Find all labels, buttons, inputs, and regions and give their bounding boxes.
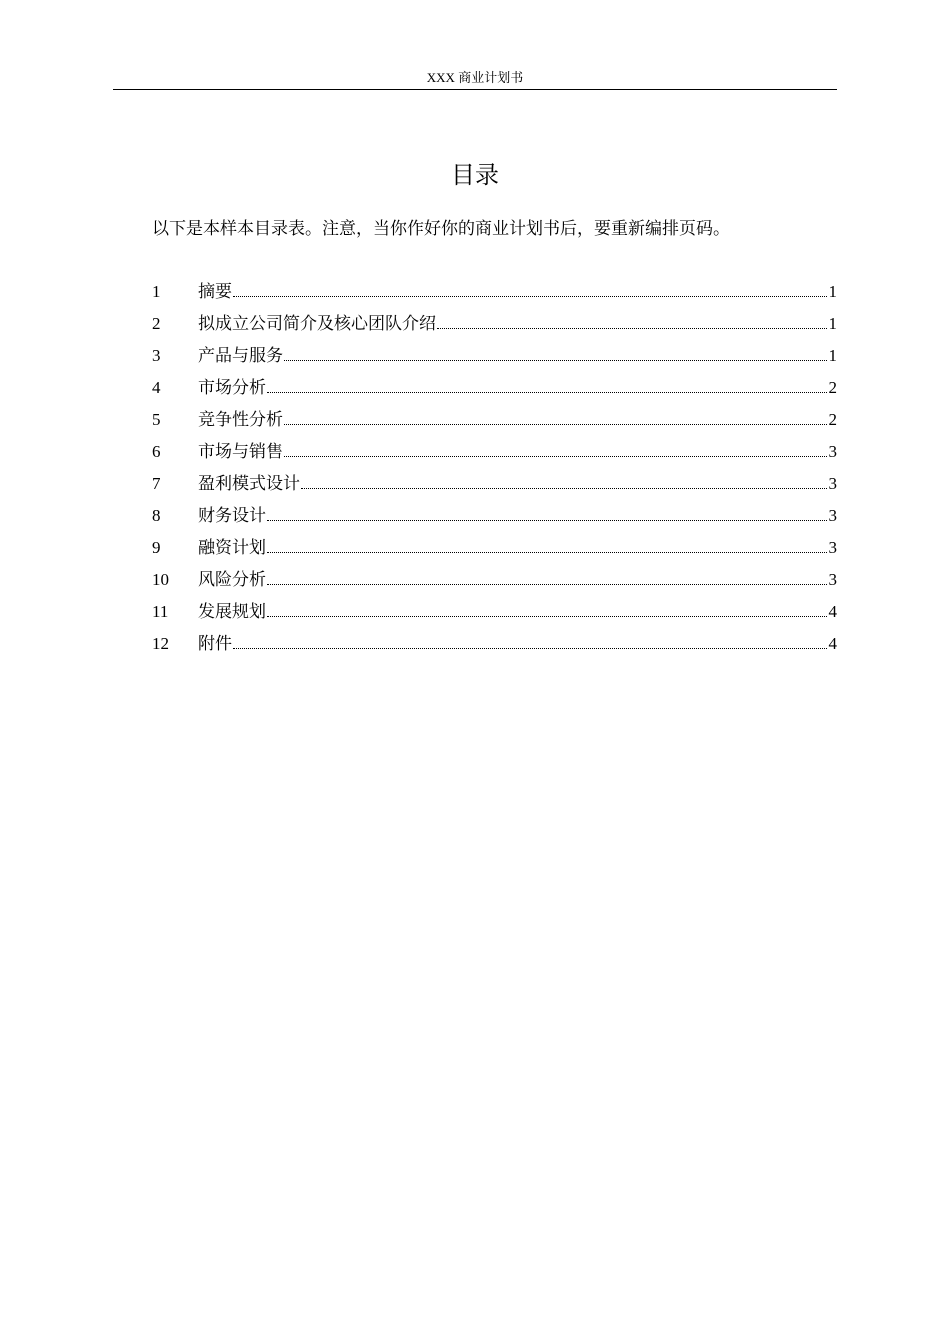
toc-entry-number: 7 (152, 474, 161, 493)
intro-paragraph: 以下是本样本目录表。注意，当你作好你的商业计划书后，要重新编排页码。 (152, 219, 730, 238)
toc-entry-number: 11 (152, 602, 169, 621)
toc-entry-number: 5 (152, 410, 161, 429)
toc-entry-page: 3 (828, 474, 837, 493)
toc-entry[interactable] (152, 440, 837, 472)
toc-entry-label: 风险分析 (198, 570, 266, 589)
page-header (113, 68, 837, 90)
toc-entry[interactable] (152, 568, 837, 600)
toc-dot-leader (267, 392, 827, 393)
toc-entry-number: 10 (152, 570, 169, 589)
table-of-contents (152, 280, 837, 664)
toc-entry-label: 附件 (198, 634, 232, 653)
toc-entry[interactable] (152, 312, 837, 344)
toc-dot-leader (267, 584, 827, 585)
toc-entry-page: 4 (828, 602, 837, 621)
toc-entry[interactable] (152, 280, 837, 312)
toc-dot-leader (233, 648, 827, 649)
toc-entry[interactable] (152, 600, 837, 632)
toc-entry-number: 3 (152, 346, 161, 365)
toc-dot-leader (284, 456, 827, 457)
toc-entry-label: 融资计划 (198, 538, 266, 557)
toc-entry[interactable] (152, 632, 837, 664)
toc-entry[interactable] (152, 536, 837, 568)
toc-entry-label: 市场分析 (198, 378, 266, 397)
toc-entry-label: 拟成立公司简介及核心团队介绍 (198, 314, 436, 333)
toc-entry[interactable] (152, 472, 837, 504)
toc-entry[interactable] (152, 408, 837, 440)
header-text: XXX 商业计划书 (426, 70, 524, 85)
toc-entry-label: 摘要 (198, 282, 232, 301)
toc-dot-leader (267, 552, 827, 553)
toc-entry-number: 1 (152, 282, 161, 301)
toc-entry-number: 8 (152, 506, 161, 525)
toc-dot-leader (284, 424, 827, 425)
toc-dot-leader (284, 360, 827, 361)
toc-entry-label: 产品与服务 (198, 346, 283, 365)
toc-entry-label: 盈利模式设计 (198, 474, 300, 493)
toc-entry-number: 9 (152, 538, 161, 557)
toc-entry-page: 3 (828, 538, 837, 557)
toc-entry-number: 6 (152, 442, 161, 461)
toc-entry-number: 12 (152, 634, 169, 653)
toc-entry-label: 财务设计 (198, 506, 266, 525)
toc-entry-page: 1 (828, 282, 837, 301)
toc-dot-leader (437, 328, 827, 329)
toc-entry-page: 3 (828, 506, 837, 525)
toc-entry-number: 4 (152, 378, 161, 397)
toc-entry-page: 1 (828, 314, 837, 333)
toc-dot-leader (267, 616, 827, 617)
toc-entry-page: 2 (828, 410, 837, 429)
toc-entry[interactable] (152, 344, 837, 376)
toc-entry-page: 1 (828, 346, 837, 365)
toc-entry-page: 3 (828, 570, 837, 589)
toc-entry-page: 3 (828, 442, 837, 461)
toc-dot-leader (267, 520, 827, 521)
toc-dot-leader (301, 488, 827, 489)
toc-entry[interactable] (152, 504, 837, 536)
toc-entry[interactable] (152, 376, 837, 408)
toc-dot-leader (233, 296, 827, 297)
page-title: 目录 (451, 161, 499, 189)
toc-entry-page: 2 (828, 378, 837, 397)
toc-entry-number: 2 (152, 314, 161, 333)
toc-entry-label: 市场与销售 (198, 442, 283, 461)
toc-entry-page: 4 (828, 634, 837, 653)
toc-entry-label: 竞争性分析 (198, 410, 283, 429)
toc-entry-label: 发展规划 (198, 602, 266, 621)
